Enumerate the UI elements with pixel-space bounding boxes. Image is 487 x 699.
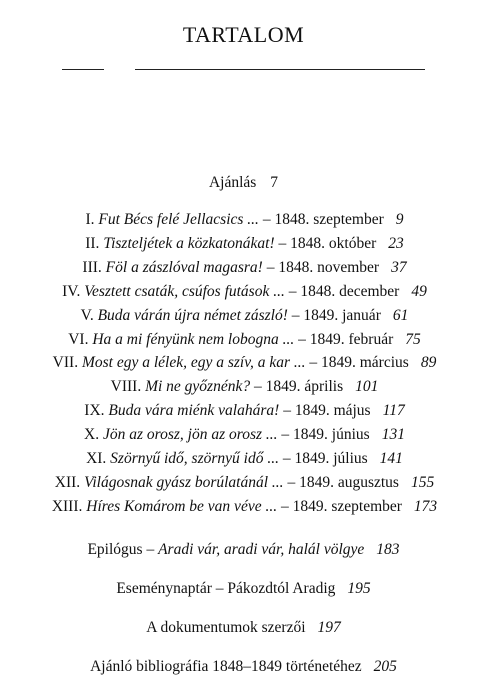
toc-chapter <box>0 283 487 301</box>
page-title: TARTALOM <box>182 22 305 47</box>
toc-chapter <box>0 474 487 492</box>
toc-chapter-page: 61 <box>392 306 409 324</box>
toc-chapter <box>0 331 487 349</box>
toc-chapter-title: Mi ne győznénk? – <box>145 378 262 396</box>
toc-chapter-date: – 1849. szeptember <box>280 497 402 515</box>
toc-chapter-number: I. <box>85 211 95 228</box>
toc-chapter-page: 75 <box>405 330 421 348</box>
toc-chapter-title: Világosnak gyász borúlatánál ... <box>84 473 284 491</box>
toc-chapter-date: 1849. április <box>265 378 344 396</box>
toc-intro-page: 7 <box>270 174 279 191</box>
toc-bibliography-page: 205 <box>373 658 397 675</box>
toc-chapter-title: Ha a mi fényünk nem lobogna ... <box>92 330 295 348</box>
title-rule-left <box>62 69 104 70</box>
toc-chapter-date: – 1849. február <box>298 330 394 348</box>
toc-chapter-title: Buda várán újra német zászló! <box>97 306 288 324</box>
toc-chapter <box>0 450 487 468</box>
toc-chapter-page: 117 <box>382 402 405 420</box>
toc-chapter-date: – 1848. december <box>288 282 400 300</box>
toc-chapter-date: – 1848. november <box>266 258 380 276</box>
toc-chapter-number: XI. <box>86 450 107 467</box>
toc-chapter-title: Vesztett csaták, csúfos futások ... <box>84 282 285 300</box>
toc-epilogue-page: 183 <box>376 541 400 558</box>
toc-chapter-page: 37 <box>391 258 407 276</box>
toc-bibliography-label: Ajánló bibliográfia 1848–1849 történetéhez <box>90 658 362 675</box>
toc-intro-label: Ajánlás <box>208 174 257 191</box>
toc-chapter-page: 131 <box>381 426 405 444</box>
toc-epilogue-label: Epilógus – <box>87 541 155 558</box>
toc-chapter-page: 49 <box>411 282 427 300</box>
toc-epilogue <box>0 541 487 559</box>
toc-chapter-page: 141 <box>379 450 403 467</box>
toc-chapter <box>0 235 487 253</box>
toc-chapter-number: IX. <box>84 402 105 420</box>
toc-chapter <box>0 498 487 516</box>
toc-chapter-number: II. <box>85 234 100 252</box>
toc-chapter-title: Buda vára miénk valahára! <box>108 402 280 420</box>
toc-chapter-title: Híres Komárom be van véve ... <box>86 497 278 515</box>
toc-chapter-title: Most egy a lélek, egy a szív, a kar ... <box>81 354 306 372</box>
toc-chapter-date: – 1849. január <box>291 306 381 324</box>
toc-chapter-title: Fut Bécs felé Jellacsics ... <box>98 211 259 228</box>
toc-chapter-number: III. <box>82 258 102 276</box>
toc-calendar <box>0 580 487 598</box>
toc-chapter-date: – 1849. március <box>309 354 409 372</box>
toc-authors-page: 197 <box>317 619 341 636</box>
page-header <box>0 22 487 52</box>
toc-chapter-number: V. <box>80 306 94 324</box>
toc-calendar-label: Eseménynaptár – Pákozdtól Aradig <box>116 580 336 597</box>
toc-chapter-page: 155 <box>410 473 435 491</box>
toc-chapter-page: 101 <box>355 378 379 396</box>
toc-chapter-page: 9 <box>395 211 404 228</box>
toc-chapter-date: 1848. október <box>290 234 377 252</box>
toc-authors-label: A dokumentumok szerzői <box>146 619 306 636</box>
toc-chapter-number: XIII. <box>51 497 83 515</box>
toc-chapter-date: – 1848. szeptember <box>262 211 384 228</box>
toc-chapter-page: 89 <box>420 354 437 372</box>
toc-chapter-number: VI. <box>68 330 89 348</box>
toc-chapter-title: Szörnyű idő, szörnyű idő ... <box>110 450 279 467</box>
toc-epilogue-title: Aradi vár, aradi vár, halál völgye <box>158 541 365 558</box>
toc-intro <box>0 174 487 192</box>
toc-chapter-date: – 1849. május <box>283 402 371 420</box>
toc-chapter-number: X. <box>84 426 100 444</box>
toc-chapter-title: Föl a zászlóval magasra! <box>105 258 263 276</box>
toc-chapter-date: – 1849. augusztus <box>287 473 399 491</box>
toc-chapter <box>0 378 487 396</box>
toc-chapter-number: XII. <box>54 473 81 491</box>
toc-chapter-date: – 1849. június <box>281 426 370 444</box>
toc-chapter-date: – 1849. július <box>282 450 368 467</box>
toc-chapter-page: 23 <box>388 234 404 252</box>
toc-calendar-page: 195 <box>347 580 371 597</box>
toc-chapter-number: VII. <box>52 354 79 372</box>
toc-chapter-title: Jön az orosz, jön az orosz ... <box>103 426 278 444</box>
toc-authors <box>0 619 487 637</box>
toc-chapter-title: Tiszteljétek a közkatonákat! – <box>103 234 287 252</box>
toc-chapter-number: IV. <box>62 282 81 300</box>
title-rule-right <box>135 69 425 70</box>
toc-chapter <box>0 211 487 229</box>
toc-chapter-number: VIII. <box>110 378 142 396</box>
toc-chapter <box>0 354 487 372</box>
toc-chapter <box>0 259 487 277</box>
toc-chapter-page: 173 <box>413 497 438 515</box>
toc-chapter <box>0 402 487 420</box>
toc-bibliography <box>0 658 487 676</box>
toc-chapter <box>0 307 487 325</box>
toc-chapter <box>0 426 487 444</box>
